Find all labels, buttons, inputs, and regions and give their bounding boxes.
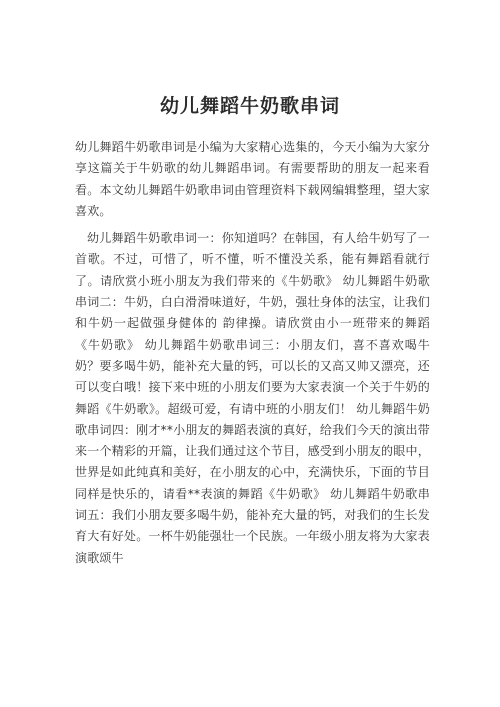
document-title: 幼儿舞蹈牛奶歌串词 bbox=[159, 95, 340, 117]
main-paragraph: 幼儿舞蹈牛奶歌串词一：你知道吗？在韩国，有人给牛奶写了一首歌。不过，可惜了，听不懂，听不懂没关系，能有舞蹈看就行了。请欣赏小班小朋友为我们带来的《牛奶歌》 幼儿舞蹈牛奶歌串词二：牛奶，白白滑滑味道好，牛奶，强壮身体的法宝，让我们和牛奶一起做强身健体的 韵律操。请欣赏由小一班带来的舞蹈《牛奶歌》 幼儿舞蹈牛奶歌串词三：小朋友们，喜不喜欢喝牛奶？要多喝牛奶，能补充大量的钙，可以长的又高又帅又漂亮，还可以变白哦！接下来中班的小朋友们要为大家表演一个关于牛奶的舞蹈《牛奶歌》。超级可爱，有请中班的小朋友们！ 幼儿舞蹈牛奶歌串词四：刚才**小朋友的舞蹈表演的真好，给我们今天的演出带来一个精彩的开篇，让我们通过这个节目，感受到小朋友的眼中，世界是如此纯真和美好，在小朋友的心中，充满快乐，下面的节目同样是快乐的，请看**表演的舞蹈《牛奶歌》 幼儿舞蹈牛奶歌串词五：我们小朋友要多喝牛奶，能补充大量的钙，对我们的生长发育大有好处。一杯牛奶能强壮一个民族。一年级小朋友将为大家表演歌颂牛 bbox=[75, 231, 430, 565]
document-body bbox=[75, 137, 430, 569]
intro-paragraph: 幼儿舞蹈牛奶歌串词是小编为大家精心选集的，今天小编为大家分享这篇关于牛奶歌的幼儿舞蹈串词。有需要帮助的朋友一起来看看。本文幼儿舞蹈牛奶歌串词由管理资料下载网编辑整理，望大家喜欢。 bbox=[75, 140, 430, 218]
